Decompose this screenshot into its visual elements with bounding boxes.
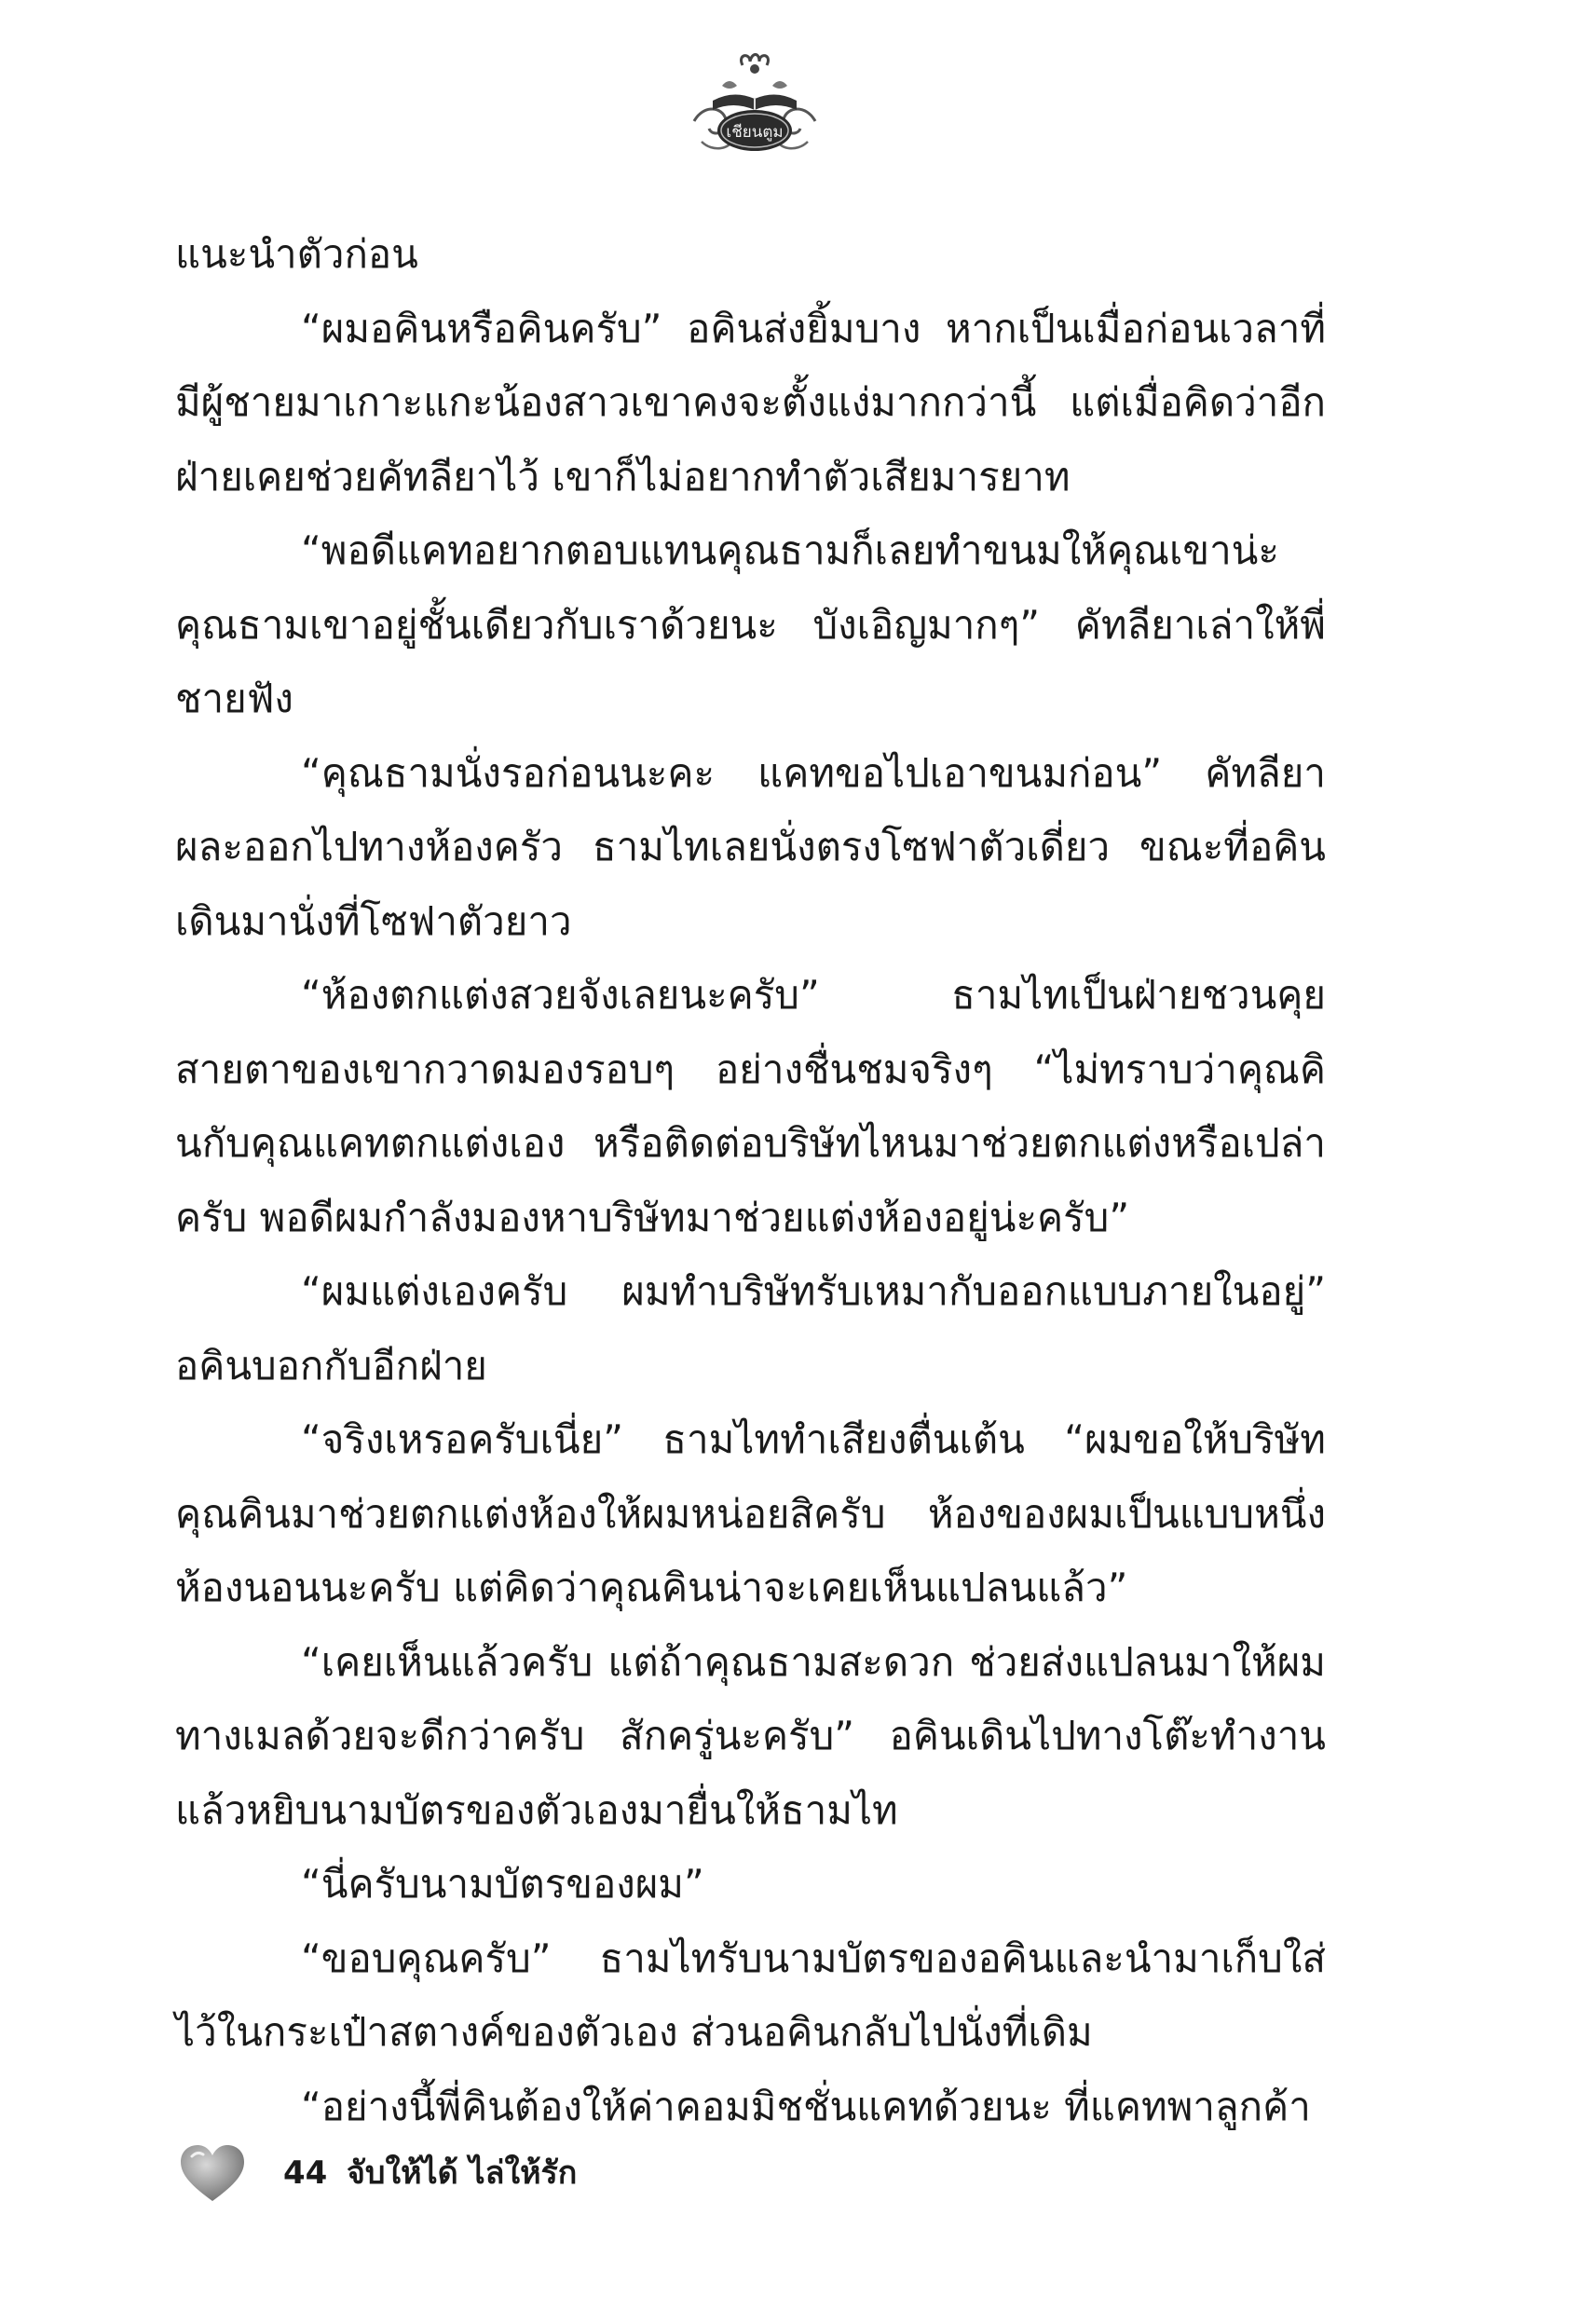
paragraph: “นี่ครับนามบัตรของผม” — [301, 1861, 704, 1907]
paragraph: “จริงเหรอครับเนี่ย” ธามไททำเสียงตื่นเต้น “ผมขอให้บริษัทคุณคินมาช่วยตกแต่งห้องให้ผมหน่อยสิครับ ห้องของผมเป็นแบบหนึ่งห้องนอนนะครับ แต่คิดว่าคุณคินน่าจะเคยเห็นแปลนแล้ว” — [175, 1416, 1326, 1610]
paragraph: “ขอบคุณครับ” ธามไทรับนามบัตรของอคินและนำมาเก็บใส่ไว้ในกระเป๋าสตางค์ของตัวเอง ส่วนอคินกลับไปนั่งที่เดิม — [175, 1935, 1326, 2055]
heart-icon — [179, 2143, 246, 2205]
logo-text: เชียนตูม — [726, 123, 784, 142]
paragraph: “ห้องตกแต่งสวยจังเลยนะครับ” ธามไทเป็นฝ่ายชวนคุย สายตาของเขากวาดมองรอบๆ อย่างชื่นชมจริงๆ “ไม่ทราบว่าคุณคินกับคุณแคทตกแต่งเอง หรือติดต่อบริษัทไหนมาช่วยตกแต่งหรือเปล่าครับ พอดีผมกำลังมองหาบริษัทมาช่วยแต่งห้องอยู่น่ะครับ” — [175, 972, 1326, 1240]
paragraph: “คุณธามนั่งรอก่อนนะคะ แคทขอไปเอาขนมก่อน” คัทลียาผละออกไปทางห้องครัว ธามไทเลยนั่งตรงโซฟาตัวเดี่ยว ขณะที่อคินเดินมานั่งที่โซฟาตัวยาว — [175, 749, 1326, 944]
book-title: จับให้ได้ ไล่ให้รัก — [347, 2154, 578, 2192]
publisher-logo — [685, 48, 825, 170]
page-number: 44 — [283, 2154, 328, 2192]
book-emblem-icon — [685, 48, 825, 170]
paragraph: “พอดีแคทอยากตอบแทนคุณธามก็เลยทำขนมให้คุณเขาน่ะ คุณธามเขาอยู่ชั้นเดียวกับเราด้วยนะ บังเอิญมากๆ” คัทลียาเล่าให้พี่ชายฟัง — [175, 527, 1326, 721]
paragraph: “ผมแต่งเองครับ ผมทำบริษัทรับเหมากับออกแบบภายในอยู่” อคินบอกกับอีกฝ่าย — [175, 1268, 1326, 1388]
paragraph: “อย่างนี้พี่คินต้องให้ค่าคอมมิชชั่นแคทด้วยนะ ที่แคทพาลูกค้า — [301, 2083, 1311, 2129]
chapter-body — [175, 217, 1326, 2143]
paragraph: “ผมอคินหรือคินครับ” อคินส่งยิ้มบาง หากเป็นเมื่อก่อนเวลาที่มีผู้ชายมาเกาะแกะน้องสาวเขาคงจะตั้งแง่มากกว่านี้ แต่เมื่อคิดว่าอีกฝ่ายเคยช่วยคัทลียาไว้ เขาก็ไม่อยากทำตัวเสียมารยาท — [175, 305, 1326, 499]
paragraph: “เคยเห็นแล้วครับ แต่ถ้าคุณธามสะดวก ช่วยส่งแปลนมาให้ผมทางเมลด้วยจะดีกว่าครับ สักครู่นะครับ” อคินเดินไปทางโต๊ะทำงานแล้วหยิบนามบัตรของตัวเองมายื่นให้ธามไท — [175, 1638, 1326, 1833]
paragraph: แนะนำตัวก่อน — [175, 231, 418, 277]
page-footer — [179, 2143, 831, 2218]
